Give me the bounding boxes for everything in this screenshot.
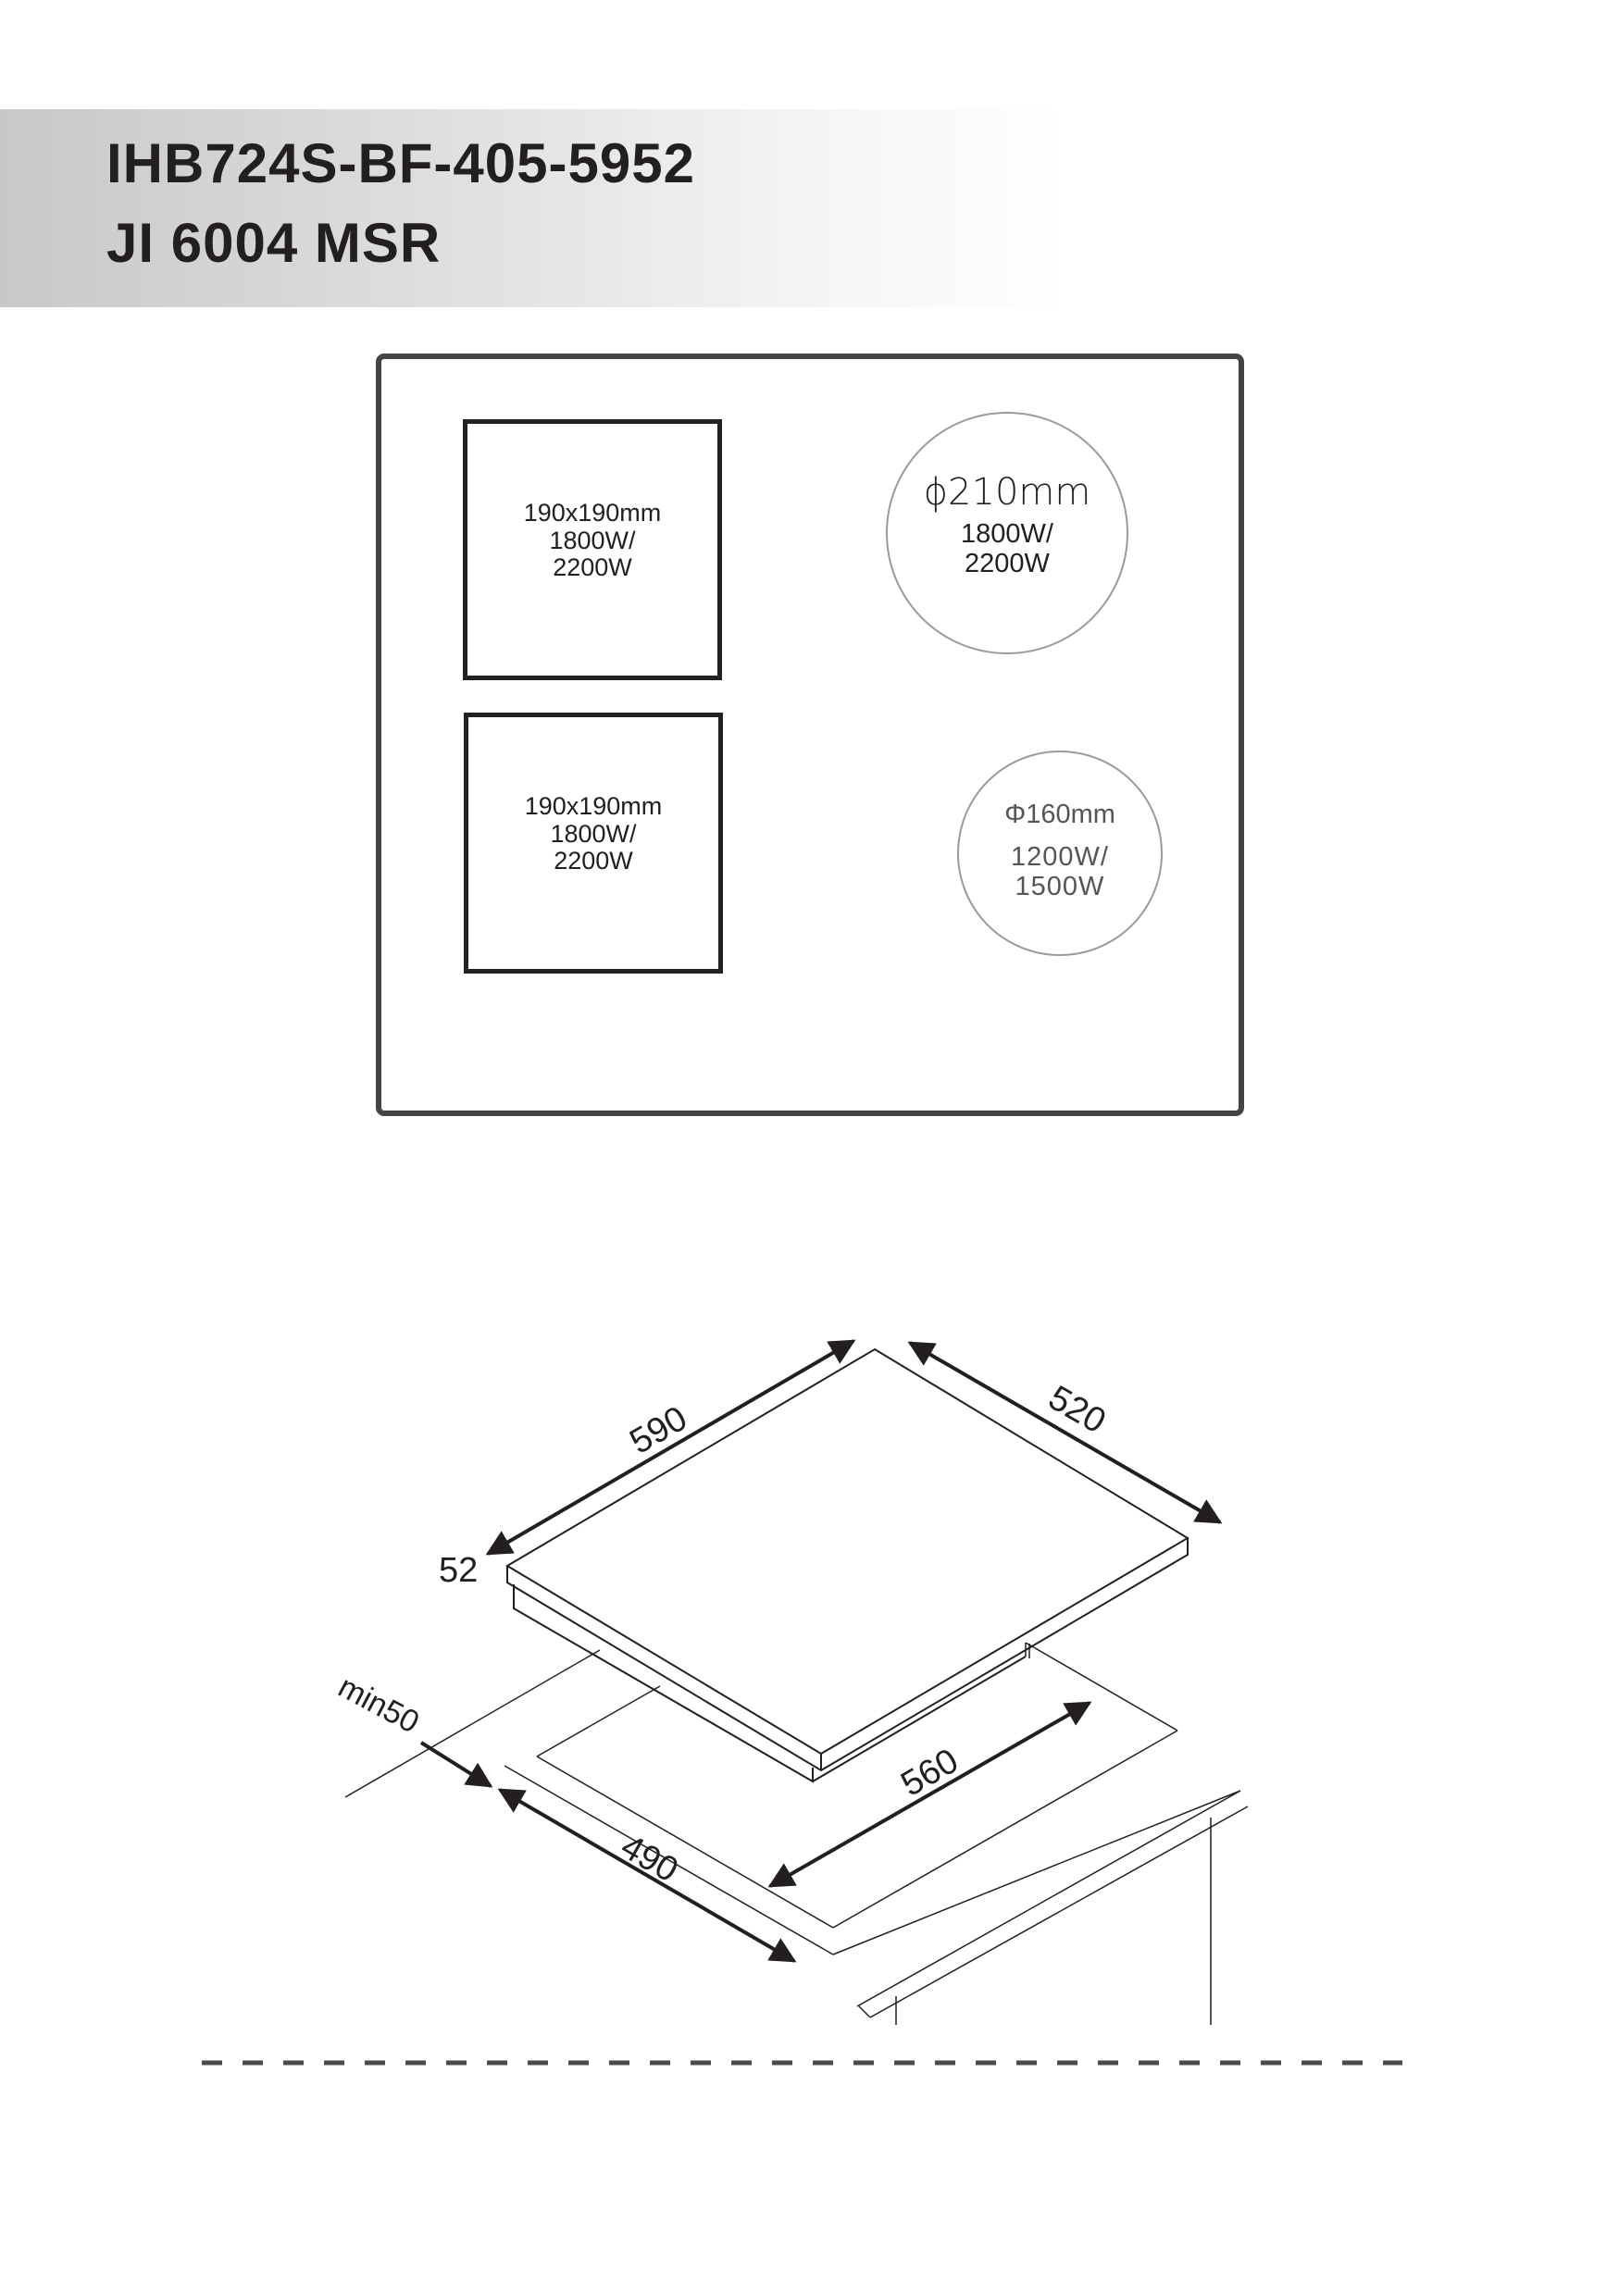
dim-height-label: 52: [439, 1551, 479, 1590]
worktop-outline: [345, 1643, 1248, 2025]
zone-3-power-1: 1800W/: [961, 519, 1053, 549]
zone-1-power-2: 2200W: [553, 553, 632, 582]
zone-3-size: ϕ210mm: [923, 471, 1091, 514]
dim-cutout-width-label: 560: [894, 1741, 965, 1805]
dimension-labels: [332, 1378, 1112, 1890]
dim-min-clearance-label: min50: [332, 1669, 425, 1741]
zone-3-power-2: 2200W: [965, 548, 1050, 578]
dimension-arrows: [421, 1341, 1220, 1961]
zone-4-power-2: 1500W: [1015, 871, 1105, 901]
zone-4-size: Φ160mm: [1004, 800, 1115, 829]
dim-depth-label: 520: [1041, 1378, 1113, 1442]
model-number: IHB724S-BF-405-5952: [106, 132, 695, 194]
zone-1-power-1: 1800W/: [549, 526, 636, 554]
dim-width-label: 590: [623, 1398, 694, 1462]
zone-2-size: 190x190mm: [524, 792, 663, 820]
zone-2-power-2: 2200W: [554, 847, 633, 875]
model-code: JI 6004 MSR: [106, 212, 442, 274]
zone-1-size: 190x190mm: [523, 499, 662, 527]
dim-cutout-depth-label: 490: [614, 1827, 685, 1891]
zone-2-power-1: 1800W/: [550, 819, 637, 848]
zone-4-power-1: 1200W/: [1011, 841, 1109, 872]
